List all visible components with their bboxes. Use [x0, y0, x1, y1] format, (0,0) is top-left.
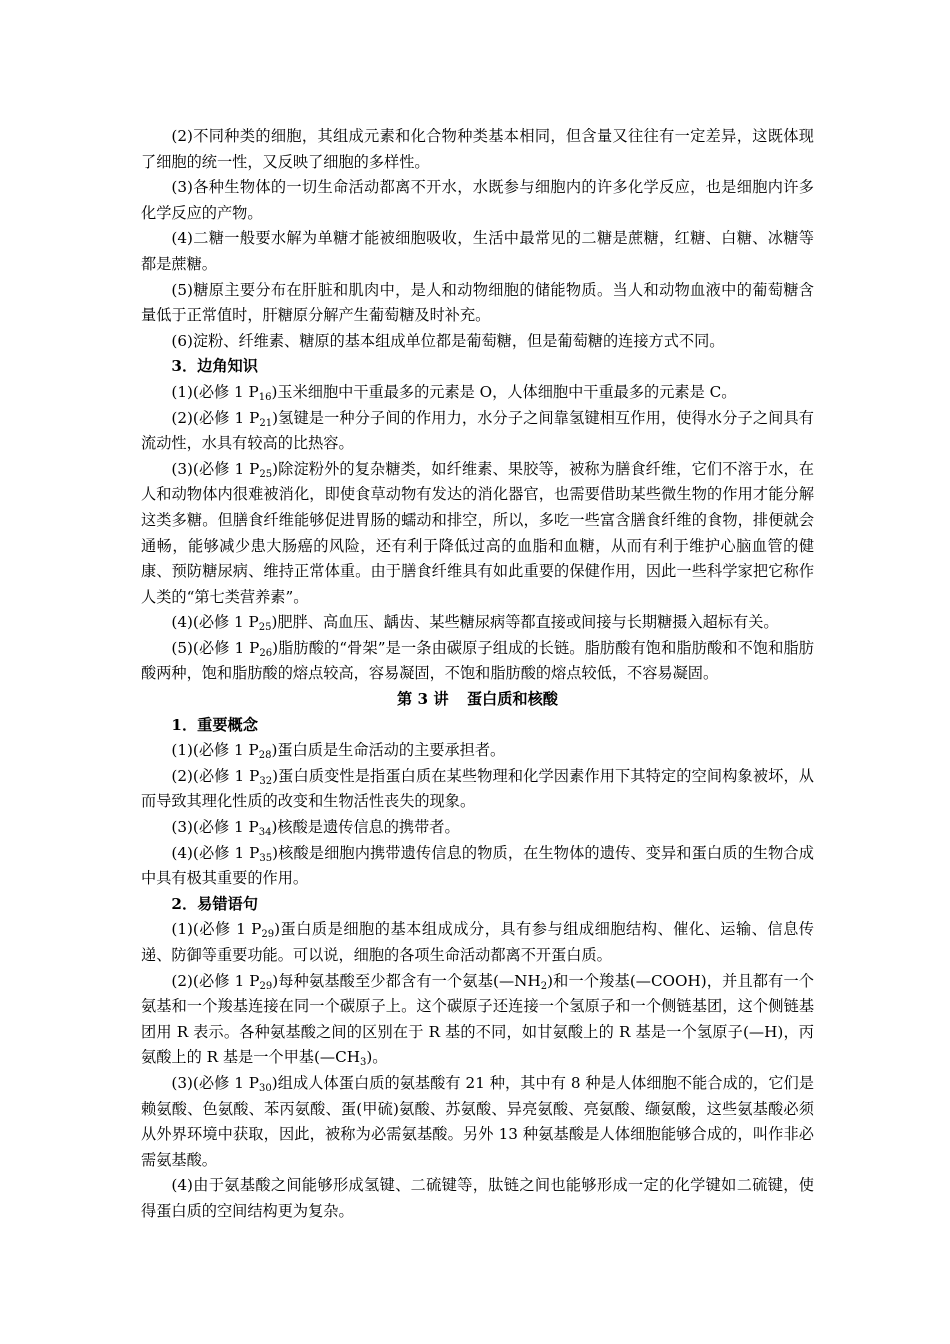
paragraph-2-2: (2)不同种类的细胞，其组成元素和化合物种类基本相同，但含量又往往有一定差异，这既体现了细胞的统一性，又反映了细胞的多样性。 [141, 127, 814, 171]
paragraph-c3-2-1: (1)(必修 1 $P_{29}$)蛋白质是细胞的基本组成成分，具有参与组成细胞结构、催化、运输、信息传递、防御等重要功能。可以说，细胞的各项生命活动都离不开蛋白质。 [141, 920, 814, 964]
paragraph-2-4: (4)二糖一般要水解为单糖才能被细胞吸收，生活中最常见的二糖是蔗糖，红糖、白糖、冰糖等都是蔗糖。 [141, 229, 814, 273]
paragraph-3-2: (2)(必修 1 $P_{21}$)氢键是一种分子间的作用力，水分子之间靠氢键相互作用，使得水分子之间具有流动性，水具有较高的比热容。 [141, 408, 814, 453]
paragraph-c3-2-3: (3)(必修 1 $P_{30}$)组成人体蛋白质的氨基酸有 21 种，其中有 8 种是人体细胞不能合成的，它们是赖氨酸、色氨酸、苯丙氨酸、蛋(甲硫)氨酸、苏氨酸、异亮氨酸、亮氨酸、缬氨酸，这些氨基酸必须从外界环境中获取，因此，被称为必需氨基酸。另外 13 种氨基酸是人体细胞能够合成的，叫作非必需氨基酸。 [141, 1073, 814, 1169]
paragraph-c3-2-4: (4)由于氨基酸之间能够形成氢键、二硫键等，肽链之间也能够形成一定的化学键如二硫键，使得蛋白质的空间结构更为复杂。 [141, 1176, 814, 1220]
paragraph-c3-2-2: (2)(必修 1 $P_{29}$)每种氨基酸至少都含有一个氨基$(—NH_2)$和一个羧基(—COOH)，并且都有一个氨基和一个羧基连接在同一个碳原子上。这个碳原子还连接一个氢原子和一个侧链基团，这个侧链基团用 R 表示。各种氨基酸之间的区别在于 R 基的不同，如甘氨酸上的 R 基是一个氢原子(—H)，丙氨酸上的 R 基是一个甲基$(—CH_3)$。 [141, 971, 814, 1069]
chapter-name: 蛋白质和核酸 [466, 690, 558, 709]
section-heading-key-concepts: 1．重要概念 [171, 715, 258, 734]
paragraph-c3-1-1: (1)(必修 1 $P_{28}$)蛋白质是生命活动的主要承担者。 [171, 741, 506, 762]
paragraph-c3-1-4: (4)(必修 1 $P_{35}$)核酸是细胞内携带遗传信息的物质，在生物体的遗传、变异和蛋白质的生物合成中具有极其重要的作用。 [141, 843, 814, 888]
chapter-number: 第 3 讲 [397, 690, 449, 709]
paragraph-3-5: (5)(必修 1 $P_{26}$)脂肪酸的“骨架”是一条由碳原子组成的长链。脂肪酸有饱和脂肪酸和不饱和脂肪酸两种，饱和脂肪酸的熔点较高，容易凝固，不饱和脂肪酸的熔点较低，不容易凝固。 [141, 638, 814, 683]
paragraph-2-5: (5)糖原主要分布在肝脏和肌肉中，是人和动物细胞的储能物质。当人和动物血液中的葡萄糖含量低于正常值时，肝糖原分解产生葡萄糖及时补充。 [141, 280, 814, 325]
section-heading-corner-knowledge: 3．边角知识 [171, 357, 258, 376]
section-heading-error-prone: 2．易错语句 [171, 894, 258, 913]
paragraph-2-3: (3)各种生物体的一切生命活动都离不开水，水既参与细胞内的许多化学反应，也是细胞内许多化学反应的产物。 [141, 178, 814, 222]
paragraph-2-6: (6)淀粉、纤维素、糖原的基本组成单位都是葡萄糖，但是葡萄糖的连接方式不同。 [171, 331, 725, 350]
paragraph-c3-1-2: (2)(必修 1 $P_{32}$)蛋白质变性是指蛋白质在某些物理和化学因素作用下其特定的空间构象被坏，从而导致其理化性质的改变和生物活性丧失的现象。 [141, 766, 814, 811]
chapter-title [141, 687, 814, 713]
paragraph-3-1: (1)(必修 1 $P_{16}$)玉米细胞中干重最多的元素是 O，人体细胞中干重最多的元素是 C。 [171, 382, 737, 403]
paragraph-3-3: (3)(必修 1 $P_{25}$)除淀粉外的复杂糖类，如纤维素、果胶等，被称为膳食纤维，它们不溶于水，在人和动物体内很难被消化，即使食草动物有发达的消化器官，也需要借助某些微生物的作用才能分解这类多糖。但膳食纤维能够促进胃肠的蠕动和排空，所以，多吃一些富含膳食纤维的食物，排便就会通畅，能够减少患大肠癌的风险，还有利于降低过高的血脂和血糖，从而有利于维护心脑血管的健康、预防糖尿病、维持正常体重。由于膳食纤维具有如此重要的保健作用，因此一些科学家把它称作人类的“第七类营养素”。 [141, 459, 814, 606]
paragraph-3-4: (4)(必修 1 $P_{25}$)肥胖、高血压、龋齿、某些糖尿病等都直接或间接与长期糖摄入超标有关。 [171, 613, 779, 634]
paragraph-c3-1-3: (3)(必修 1 $P_{34}$)核酸是遗传信息的携带者。 [171, 818, 460, 839]
